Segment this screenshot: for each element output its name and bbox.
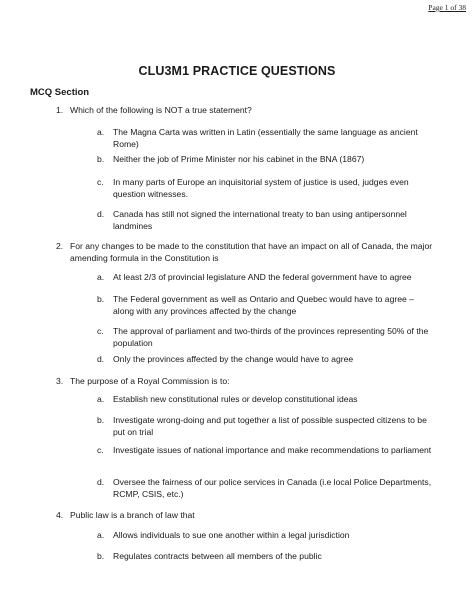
option-letter: b. xyxy=(97,551,105,561)
page-number: Page 1 of 38 xyxy=(428,3,466,12)
option-letter: a. xyxy=(97,272,105,282)
document-title: CLU3M1 PRACTICE QUESTIONS xyxy=(138,64,336,78)
option-text: In many parts of Europe an inquisitorial system of justice is used, judges even question witnesses. xyxy=(113,177,409,199)
option-letter: d. xyxy=(97,477,105,487)
option-letter: a. xyxy=(97,394,105,404)
option-letter: b. xyxy=(97,294,105,304)
question-number: 1. xyxy=(56,105,64,115)
option-text: Investigate issues of national importance and make recommendations to parliament xyxy=(113,445,432,455)
option-letter: c. xyxy=(97,177,104,187)
option-text: At least 2/3 of provincial legislature AND the federal government have to agree xyxy=(113,272,412,282)
option-letter: c. xyxy=(97,326,104,336)
option-letter: d. xyxy=(97,209,105,219)
option-text: Neither the job of Prime Minister nor his cabinet in the BNA (1867) xyxy=(113,154,365,164)
option-text: The approval of parliament and two-thirds of the provinces representing 50% of the population xyxy=(113,326,429,348)
option-text: Oversee the fairness of our police services in Canada (i.e local Police Departments, RCMP, CSIS, etc.) xyxy=(113,477,432,499)
option-letter: a. xyxy=(97,530,105,540)
option-text: Regulates contracts between all members of the public xyxy=(113,551,322,561)
option-text: Investigate wrong-doing and put together a list of possible suspected citizens to be put on trial xyxy=(113,415,427,437)
option-letter: b. xyxy=(97,154,105,164)
option-text: The Magna Carta was written in Latin (essentially the same language as ancient Rome) xyxy=(113,127,418,149)
option-letter: b. xyxy=(97,415,105,425)
question-text: The purpose of a Royal Commission is to: xyxy=(70,376,230,386)
question-number: 3. xyxy=(56,376,64,386)
option-letter: d. xyxy=(97,354,105,364)
option-text: Allows individuals to sue one another within a legal jurisdiction xyxy=(113,530,350,540)
question-text: Which of the following is NOT a true statement? xyxy=(70,105,252,115)
question-number: 2. xyxy=(56,241,64,251)
option-text: Canada has still not signed the international treaty to ban using antipersonnel landmines xyxy=(113,209,407,231)
option-letter: a. xyxy=(97,127,105,137)
question-text: Public law is a branch of law that xyxy=(70,510,195,520)
question-text: For any changes to be made to the constitution that have an impact on all of Canada, the major amending formula in the Constitution is xyxy=(70,241,433,263)
option-text: The Federal government as well as Ontario and Quebec would have to agree – along with any provinces affected by the change xyxy=(113,294,414,316)
question-number: 4. xyxy=(56,510,64,520)
option-text: Establish new constitutional rules or develop constitutional ideas xyxy=(113,394,358,404)
option-letter: c. xyxy=(97,445,104,455)
section-title: MCQ Section xyxy=(30,87,90,98)
option-text: Only the provinces affected by the change would have to agree xyxy=(113,354,354,364)
